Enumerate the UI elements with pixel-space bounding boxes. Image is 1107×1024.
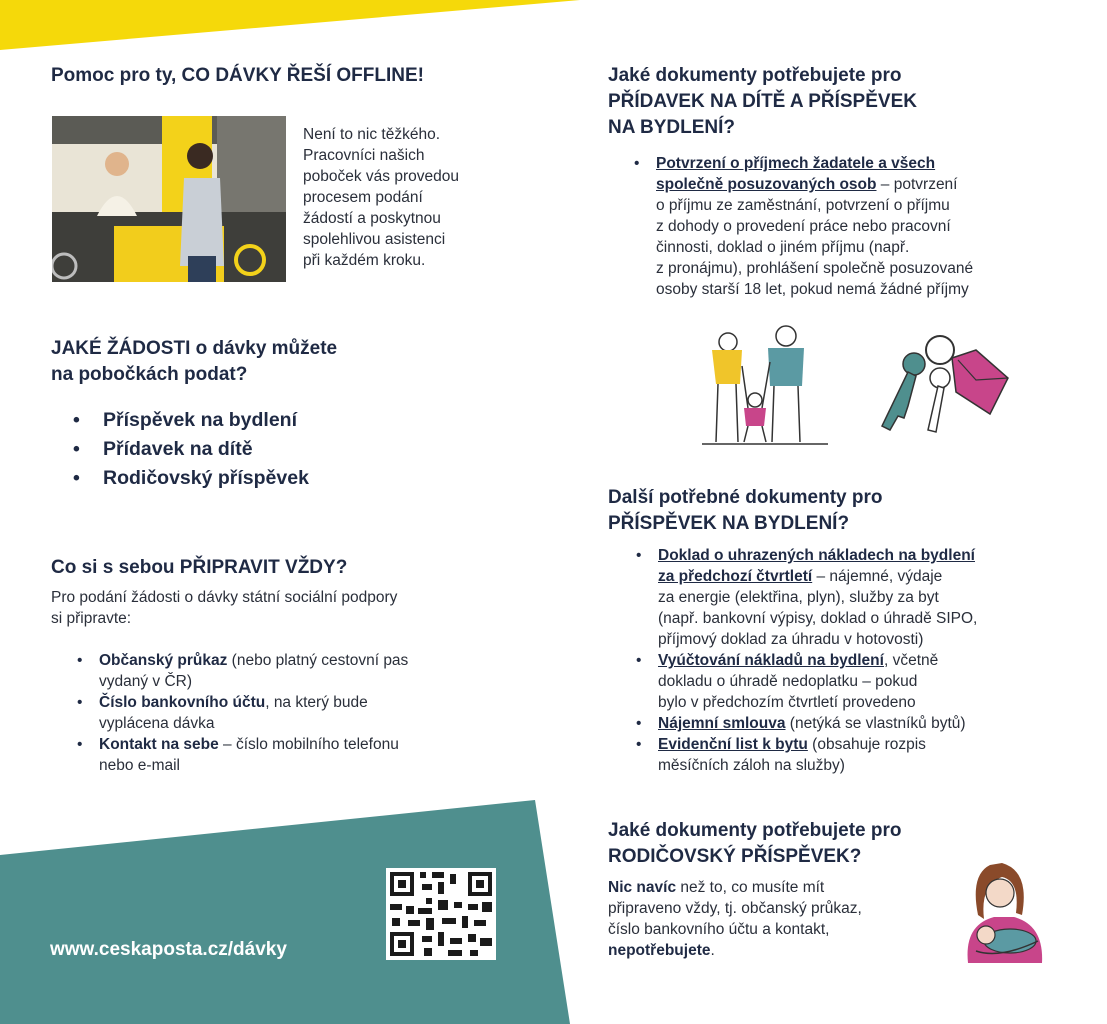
housing-docs-list: [632, 545, 1092, 776]
post-office-photo: [52, 116, 286, 282]
family-illustration: [700, 322, 830, 448]
list-item: • Evidenční list k bytu (obsahuje rozpis měsíčních záloh na služby): [632, 734, 1092, 776]
prepare-intro: Pro podání žádosti o dávky státní sociální podpory si připravte:: [51, 589, 398, 627]
prepare-title: Co si s sebou PŘIPRAVIT VŽDY?: [51, 557, 348, 578]
requests-title: JAKÉ ŽÁDOSTI o dávky můžete na pobočkách podat?: [51, 338, 338, 385]
child-docs-list: [630, 153, 1090, 300]
website-link[interactable]: www.ceskaposta.cz/dávky: [50, 939, 287, 960]
help-title: Pomoc pro ty, CO DÁVKY ŘEŠÍ OFFLINE!: [51, 65, 424, 86]
child-title: Jaké dokumenty potřebujete pro PŘÍDAVEK NA DÍTĚ A PŘÍSPĚVEK NA BYDLENÍ?: [608, 65, 917, 138]
list-item: • Rodičovský příspěvek: [51, 464, 309, 493]
list-item: • Občanský průkaz (nebo platný cestovní pas vydaný v ČR): [73, 650, 533, 692]
list-item: • Číslo bankovního účtu, na který bude vyplácena dávka: [73, 692, 533, 734]
keys-icon: [878, 330, 1018, 434]
list-item: • Potvrzení o příjmech žadatele a všech společně posuzovaných osob – potvrzení o příjmu ze zaměstnání, potvrzení o příjmu z dohody o provedení práce nebo pracovní činnosti, doklad o jiném příjmu (např. z pronájmu), prohlášení společně posuzované osoby starší 18 let, pokud nemá žádné příjmy: [630, 153, 1090, 300]
help-text: Není to nic těžkého. Pracovníci našich poboček vás provedou procesem podání žádostí a poskytnou spolehlivou asistenci při každém kroku.: [303, 126, 459, 269]
mother-baby-illustration: [950, 855, 1060, 965]
prepare-list: [73, 650, 533, 776]
list-item: • Kontakt na sebe – číslo mobilního telefonu nebo e-mail: [73, 734, 533, 776]
list-item: • Vyúčtování nákladů na bydlení, včetně dokladu o úhradě nedoplatku – pokud bylo v předchozím čtvrtletí provedeno: [632, 650, 1092, 713]
parental-text: Nic navíc než to, co musíte mít připraveno vždy, tj. občanský průkaz, číslo bankovního účtu a kontakt, nepotřebujete.: [608, 879, 862, 959]
qr-code-icon[interactable]: [386, 868, 496, 960]
housing-title: Další potřebné dokumenty pro PŘÍSPĚVEK NA BYDLENÍ?: [608, 487, 883, 534]
list-item: • Příspěvek na bydlení: [51, 406, 309, 435]
requests-list: [51, 406, 309, 493]
parental-title: Jaké dokumenty potřebujete pro RODIČOVSKÝ PŘÍSPĚVEK?: [608, 820, 902, 867]
list-item: • Doklad o uhrazených nákladech na bydlení za předchozí čtvrtletí – nájemné, výdaje za energie (elektřina, plyn), služby za byt (např. bankovní výpisy, doklad o úhradě SIPO, příjmový doklad za úhradu v hotovosti): [632, 545, 1092, 650]
list-item: • Nájemní smlouva (netýká se vlastníků bytů): [632, 713, 1092, 734]
list-item: • Přídavek na dítě: [51, 435, 309, 464]
